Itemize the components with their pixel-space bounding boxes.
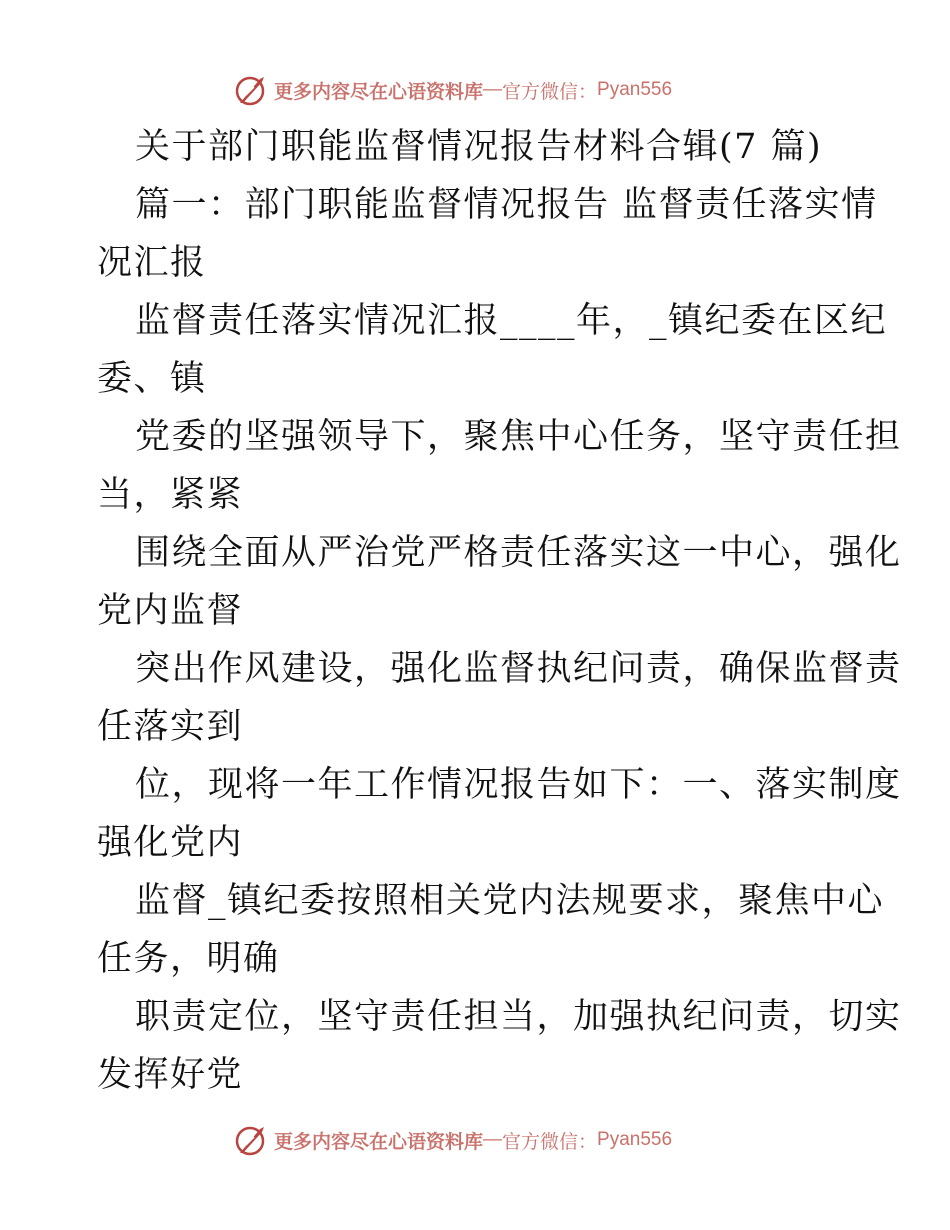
document-body	[97, 118, 902, 1104]
paragraph-line: 强化党内	[97, 823, 244, 863]
footer-watermark	[234, 1122, 672, 1158]
header-watermark	[234, 72, 672, 108]
paragraph-line: 监督责任落实情况汇报____年，_镇纪委在区纪	[135, 301, 888, 341]
paragraph-line: 围绕全面从严治党严格责任落实这一中心，强化	[135, 533, 902, 573]
paragraph-line: 当，紧紧	[97, 475, 244, 515]
watermark-sub-text: 官方微信：	[502, 80, 598, 103]
watermark-wechat-id: Pyan556	[597, 1129, 673, 1150]
quill-pen-logo-icon	[234, 73, 268, 107]
paragraph-line: 职责定位，坚守责任担当，加强执纪问责，切实	[135, 997, 902, 1037]
paragraph-line: 任务，明确	[97, 939, 280, 979]
section-heading-continuation: 况汇报	[97, 243, 207, 283]
watermark-dash: —	[483, 79, 503, 100]
paragraph-line: 监督_镇纪委按照相关党内法规要求，聚焦中心	[135, 881, 885, 921]
watermark-sub-text: 官方微信：	[502, 1130, 598, 1153]
paragraph-line: 委、镇	[97, 359, 207, 399]
section-heading: 篇一：部门职能监督情况报告 监督责任落实情	[135, 185, 878, 225]
paragraph-line: 党内监督	[97, 591, 244, 631]
paragraph-line: 突出作风建设，强化监督执纪问责，确保监督责	[135, 649, 902, 689]
paragraph-line: 任落实到	[97, 707, 244, 747]
watermark-dash: —	[483, 1129, 503, 1150]
paragraph-line: 党委的坚强领导下，聚焦中心任务，坚守责任担	[135, 417, 902, 457]
paragraph-line: 位，现将一年工作情况报告如下：一、落实制度	[135, 765, 902, 805]
watermark-main-text: 更多内容尽在心语资料库	[274, 1130, 484, 1153]
document-title: 关于部门职能监督情况报告材料合辑(7 篇)	[135, 127, 823, 167]
watermark-wechat-id: Pyan556	[597, 79, 673, 100]
quill-pen-logo-icon	[234, 1123, 268, 1157]
watermark-main-text: 更多内容尽在心语资料库	[274, 80, 484, 103]
paragraph-line: 发挥好党	[97, 1055, 244, 1095]
